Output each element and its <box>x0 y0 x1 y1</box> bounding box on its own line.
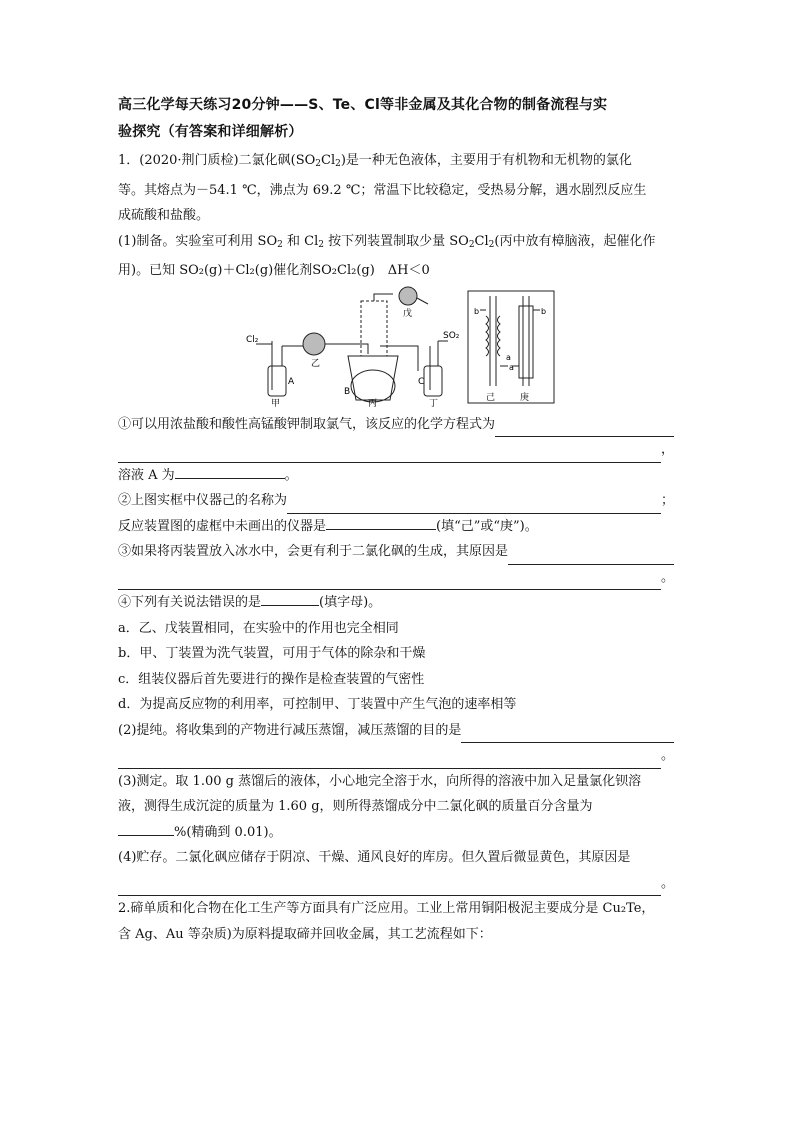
answer-blank[interactable] <box>118 750 661 769</box>
answer-blank[interactable] <box>118 877 661 896</box>
title-line-1: 高三化学每天练习20分钟——S、Te、Cl等非金属及其化合物的制备流程与实 <box>118 97 608 113</box>
q1-part4-line: (4)贮存。二氯化砜应储存于阴凉、干燥、通风良好的库房。但久置后微显黄色，其原因是 <box>118 850 631 865</box>
option-d: d．为提高反应物的利用率，可控制甲、丁装置中产生气泡的速率相等 <box>118 697 517 712</box>
q1-sub1-line: ①可以用浓盐酸和酸性高锰酸钾制取氯气，该反应的化学方程式为 <box>118 412 674 438</box>
label-B: B <box>344 386 351 397</box>
answer-blank[interactable] <box>261 591 319 606</box>
label-geng: 庚 <box>520 392 530 403</box>
drying-tube-yi <box>303 333 325 355</box>
q1-sub4: ④下列有关说法错误的是 (填字母)。 <box>118 590 674 616</box>
answer-blank[interactable] <box>461 724 674 743</box>
label-a-ji: a <box>509 362 514 372</box>
label-bing: 丙 <box>368 398 378 408</box>
q1-intro-line-3: 成硫酸和盐酸。 <box>118 208 210 223</box>
answer-blank[interactable] <box>287 495 661 514</box>
apparatus-svg <box>118 286 674 408</box>
q1-part2-line: (2)提纯。将收集到的产物进行减压蒸馏，减压蒸馏的目的是 <box>118 718 674 744</box>
drying-tube-wu <box>399 287 417 305</box>
label-ji: 己 <box>486 392 496 403</box>
answer-blank[interactable] <box>118 571 661 590</box>
q1-sub1-solution-a: 溶液 A 为 。 <box>118 463 674 489</box>
label-a-geng: a <box>506 352 511 362</box>
instrument-ji <box>486 316 489 356</box>
q1-intro-line-2: 等。其熔点为－54.1 ℃，沸点为 69.2 ℃；常温下比较稳定，受热易分解，遇水剧烈反应生 <box>118 182 647 198</box>
option-a: a．乙、戊装置相同，在实验中的作用也完全相同 <box>118 620 399 636</box>
bottle-ding <box>424 366 442 396</box>
q1-part3-line-3: %(精确到 0.01)。 <box>118 820 674 846</box>
answer-blank[interactable] <box>508 546 674 565</box>
apparatus-diagram <box>118 286 674 408</box>
label-yi: 乙 <box>311 358 321 369</box>
q1-intro-line-1: 1．(2020·荆门质检)二氯化砜$(SO_2Cl_2)$是一种无色液体，主要用于有机物和无机物的氯化 <box>118 153 632 169</box>
label-A: A <box>288 376 295 387</box>
label-cl2: Cl₂ <box>246 334 259 345</box>
q2-line-2: 含 Ag、Au 等杂质)为原料提取碲并回收金属，其工艺流程如下： <box>118 926 492 942</box>
q1-sub2-line-2: 反应装置图的虚框中未画出的仪器是 (填“己”或“庚”)。 <box>118 514 674 540</box>
q1-part3-line-2: 液，测得生成沉淀的质量为 1.60 g，则所得蒸馏成分中二氯化砜的质量百分含量为 <box>118 799 593 814</box>
answer-blank[interactable] <box>118 821 174 836</box>
condenser-frame-dashed <box>361 301 387 356</box>
q1-sub1-continuation: ， <box>118 437 674 463</box>
q1-part1-line-2: 用)。已知 SO₂(g)＋Cl₂(g)催化剂SO₂Cl₂(g) ΔH＜0 <box>118 263 430 278</box>
answer-blank[interactable] <box>495 418 674 437</box>
q1-sub3-line: ③如果将丙装置放入冰水中，会更有利于二氯化砜的生成，其原因是 <box>118 539 674 565</box>
answer-blank[interactable] <box>326 515 436 530</box>
q1-part4-continuation: 。 <box>118 871 674 897</box>
label-b-ji: b <box>474 306 480 316</box>
q1-part1-line-1: (1)制备。实验室可利用 $SO_2$ 和 $Cl_2$ 按下列装置制取少量 $SO_2Cl_2$(丙中放有樟脑液，起催化作 <box>118 233 656 250</box>
bottle-jia <box>268 366 286 396</box>
q1-part2-continuation: 。 <box>118 743 674 769</box>
answer-blank[interactable] <box>118 444 661 463</box>
answer-blank[interactable] <box>175 464 285 479</box>
label-C: C <box>418 376 425 387</box>
label-jia: 甲 <box>271 398 281 408</box>
document-title <box>118 92 674 146</box>
document-page <box>118 92 674 947</box>
label-wu: 戊 <box>403 308 413 319</box>
flask-bing <box>351 370 395 402</box>
q1-sub2-line: ②上图实框中仪器己的名称为 ； <box>118 488 674 514</box>
option-c: c．组装仪器后首先要进行的操作是检查装置的气密性 <box>118 671 425 687</box>
label-ding: 丁 <box>429 398 439 408</box>
option-b: b．甲、丁装置为洗气装置，可用于气体的除杂和干燥 <box>118 646 426 661</box>
label-b-geng: b <box>541 306 547 316</box>
title-line-2: 验探究（有答案和详细解析） <box>118 124 303 140</box>
label-so2: SO₂ <box>443 330 460 341</box>
q1-sub3-continuation: 。 <box>118 565 674 591</box>
q1-part3-line-1: (3)测定。取 1.00 g 蒸馏后的液体，小心地完全溶于水，向所得的溶液中加入足量氯化钡溶 <box>118 773 642 789</box>
q2-line-1: 2.碲单质和化合物在化工生产等方面具有广泛应用。工业上常用铜阳极泥主要成分是 Cu₂Te， <box>118 901 655 916</box>
